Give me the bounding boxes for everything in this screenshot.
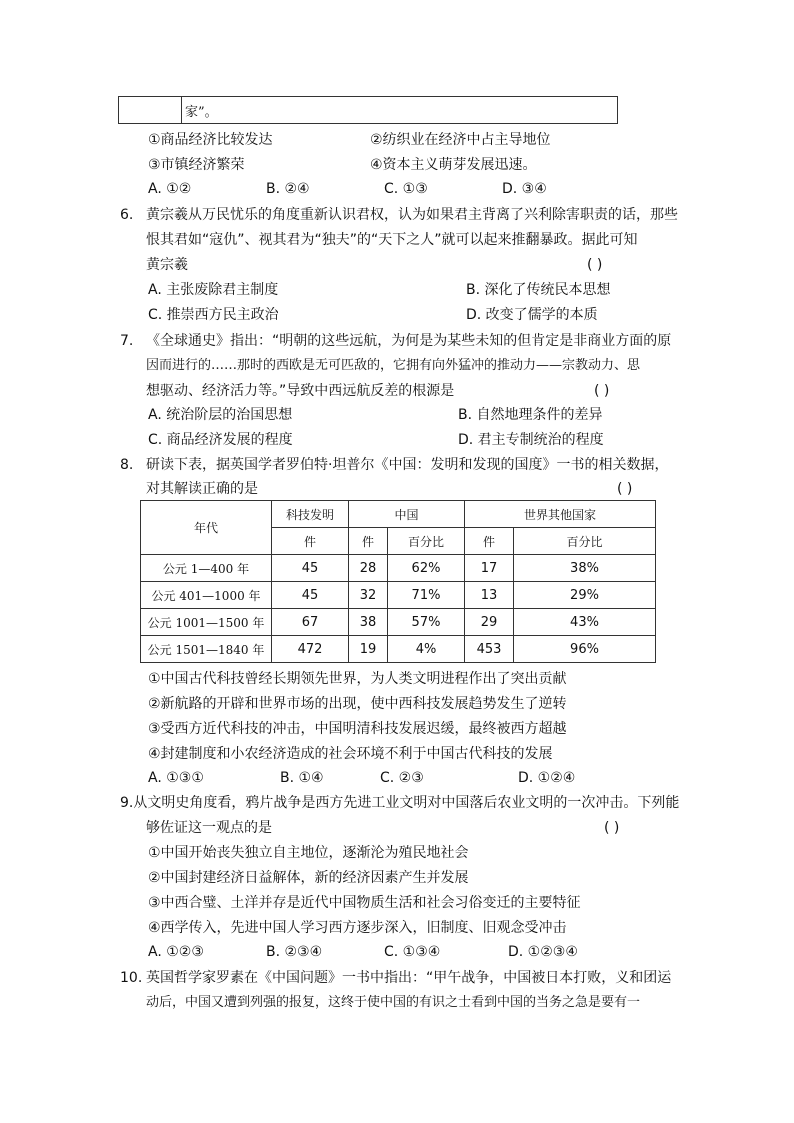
q9-statement-2: ②中国封建经济日益解体，新的经济因素产生并发展 — [148, 870, 469, 886]
subheader-item: 件 — [349, 528, 388, 555]
q8-line-1: 研读下表，据英国学者罗伯特·坦普尔《中国：发明和发现的国度》一书的相关数据， — [146, 457, 669, 473]
q9-line-2: 够佐证这一观点的是 — [146, 820, 272, 836]
cell-total: 45 — [272, 555, 349, 582]
q7-answer-blank: ( ) — [594, 383, 610, 399]
q9-option-a: A. ①②③ — [148, 944, 204, 960]
q5-option-c: C. ①③ — [384, 181, 428, 197]
cell-world-percent: 96% — [514, 636, 656, 663]
q8-line-2: 对其解读正确的是 — [146, 481, 258, 497]
header-era: 年代 — [141, 501, 272, 555]
subheader-item: 件 — [272, 528, 349, 555]
q7-number: 7. — [120, 333, 134, 349]
q7-option-b: B. 自然地理条件的差异 — [458, 407, 603, 423]
cell-china-percent: 71% — [388, 582, 465, 609]
q8-option-a: A. ①③① — [148, 770, 204, 786]
q6-line-1: 黄宗羲从万民忧乐的角度重新认识君权，认为如果君主背离了兴利除害职责的话，那些 — [146, 207, 678, 223]
cell-world-percent: 38% — [514, 555, 656, 582]
q9-answer-blank: ( ) — [604, 820, 620, 836]
cell-total: 67 — [272, 609, 349, 636]
table-row — [141, 582, 656, 609]
cell-china-count: 32 — [349, 582, 388, 609]
cell-world-count: 453 — [465, 636, 514, 663]
cell-era: 公元 401—1000 年 — [141, 582, 272, 609]
cell-china-count: 38 — [349, 609, 388, 636]
cell-total: 472 — [272, 636, 349, 663]
q6-option-d: D. 改变了儒学的本质 — [466, 307, 598, 323]
cell-china-count: 28 — [349, 555, 388, 582]
q8-statement-1: ①中国古代科技曾经长期领先世界，为人类文明进程作出了突出贡献 — [148, 671, 567, 687]
q7-line-2: 因而进行的……那时的西欧是无可匹敌的，它拥有向外猛冲的推动力——宗教动力、思 — [146, 358, 641, 373]
q7-line-3: 想驱动、经济活力等。”导致中西远航反差的根源是 — [146, 383, 455, 399]
q8-option-d: D. ①②④ — [518, 770, 576, 786]
q8-option-b: B. ①④ — [280, 770, 324, 786]
cell-world-count: 29 — [465, 609, 514, 636]
subheader-item: 件 — [465, 528, 514, 555]
cell-total: 45 — [272, 582, 349, 609]
cell-world-count: 17 — [465, 555, 514, 582]
q5-statement-1: ①商品经济比较发达 — [148, 132, 273, 148]
subheader-percent: 百分比 — [514, 528, 656, 555]
table-row — [141, 555, 656, 582]
q6-option-a: A. 主张废除君主制度 — [148, 282, 279, 298]
q7-line-1: 《全球通史》指出：“明朝的这些远航，为何是为某些未知的但肯定是非商业方面的原 — [146, 333, 672, 349]
q10-number: 10. — [120, 970, 143, 986]
q8-statement-4: ④封建制度和小农经济造成的社会环境不利于中国古代科技的发展 — [148, 746, 553, 762]
q5-statement-4: ④资本主义萌芽发展迅速。 — [370, 157, 537, 173]
q7-option-d: D. 君主专制统治的程度 — [458, 432, 604, 448]
cell-era: 公元 1—400 年 — [141, 555, 272, 582]
q5-statement-3: ③市镇经济繁荣 — [148, 157, 245, 173]
cell-world-percent: 43% — [514, 609, 656, 636]
q9-option-c: C. ①③④ — [384, 944, 441, 960]
subheader-percent: 百分比 — [388, 528, 465, 555]
top-table-text: 家”。 — [185, 105, 218, 120]
q6-line-2: 恨其君如“寇仇”、视其君为“独夫”的“天下之人”就可以起来推翻暴政。据此可知 — [146, 232, 638, 248]
q7-option-a: A. 统治阶层的治国思想 — [148, 407, 293, 423]
cell-china-count: 19 — [349, 636, 388, 663]
q9-statement-1: ①中国开始丧失独立自主地位，逐渐沦为殖民地社会 — [148, 845, 469, 861]
header-china: 中国 — [349, 501, 465, 528]
q6-answer-blank: ( ) — [587, 257, 603, 273]
table-divider — [181, 97, 182, 123]
q9-statement-3: ③中西合璧、土洋并存是近代中国物质生活和社会习俗变迁的主要特征 — [148, 895, 581, 911]
q8-statement-3: ③受西方近代科技的冲击，中国明清科技发展迟缓，最终被西方超越 — [148, 721, 567, 737]
q5-option-a: A. ①② — [148, 181, 192, 197]
q6-number: 6. — [120, 207, 134, 223]
header-inventions: 科技发明 — [272, 501, 349, 528]
q10-line-1: 英国哲学家罗素在《中国问题》一书中指出：“甲午战争，中国被日本打败，义和团运 — [146, 970, 672, 986]
cell-world-percent: 29% — [514, 582, 656, 609]
q10-line-2: 动后，中国又遭到列强的报复，这终于使中国的有识之士看到中国的当务之急是要有一 — [146, 995, 641, 1010]
q7-option-c: C. 商品经济发展的程度 — [148, 432, 293, 448]
q6-option-c: C. 推崇西方民主政治 — [148, 307, 279, 323]
table-header-row — [141, 501, 656, 528]
cell-china-percent: 62% — [388, 555, 465, 582]
q8-data-table — [140, 500, 656, 663]
q9-line-1: 9.从文明史角度看，鸦片战争是西方先进工业文明对中国落后农业文明的一次冲击。下列能 — [120, 795, 680, 811]
q5-statement-2: ②纺织业在经济中占主导地位 — [370, 132, 551, 148]
q9-option-b: B. ②③④ — [266, 944, 323, 960]
q6-option-b: B. 深化了传统民本思想 — [466, 282, 611, 298]
q9-option-d: D. ①②③④ — [508, 944, 578, 960]
cell-era: 公元 1501—1840 年 — [141, 636, 272, 663]
cell-world-count: 13 — [465, 582, 514, 609]
q6-line-3: 黄宗羲 — [146, 257, 188, 273]
q8-answer-blank: ( ) — [617, 481, 633, 497]
q5-option-d: D. ③④ — [502, 181, 547, 197]
top-table-remnant — [118, 96, 618, 124]
q5-option-b: B. ②④ — [266, 181, 310, 197]
cell-era: 公元 1001—1500 年 — [141, 609, 272, 636]
q8-number: 8. — [120, 457, 134, 473]
table-row — [141, 609, 656, 636]
cell-china-percent: 57% — [388, 609, 465, 636]
header-world: 世界其他国家 — [465, 501, 656, 528]
table-row — [141, 636, 656, 663]
q9-statement-4: ④西学传入，先进中国人学习西方逐步深入，旧制度、旧观念受冲击 — [148, 920, 567, 936]
q8-statement-2: ②新航路的开辟和世界市场的出现，使中西科技发展趋势发生了逆转 — [148, 696, 567, 712]
q8-option-c: C. ②③ — [380, 770, 424, 786]
cell-china-percent: 4% — [388, 636, 465, 663]
